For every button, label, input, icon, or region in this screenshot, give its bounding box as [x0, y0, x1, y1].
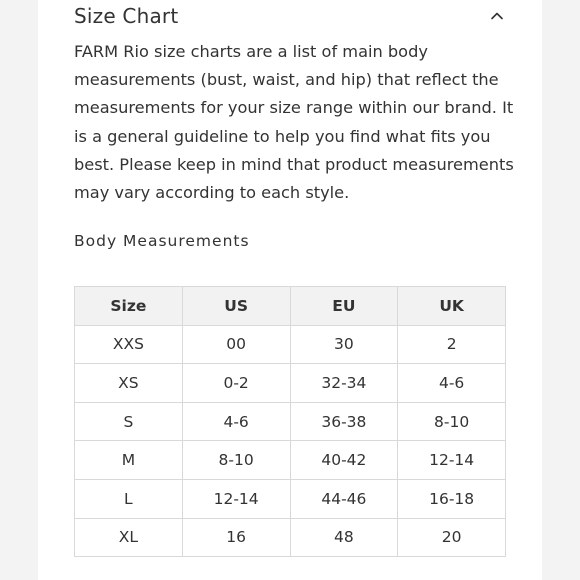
table-cell-us: 00: [182, 325, 290, 364]
table-cell-eu: 48: [290, 518, 398, 557]
column-header-us: US: [182, 287, 290, 326]
table-cell-us: 0-2: [182, 364, 290, 403]
table-row: [75, 402, 506, 441]
table-row: [75, 325, 506, 364]
table-cell-us: 16: [182, 518, 290, 557]
table-cell-eu: 36-38: [290, 402, 398, 441]
table-cell-us: 8-10: [182, 441, 290, 480]
size-chart-description: FARM Rio size charts are a list of main body measurements (bust, waist, and hip) that reflect the measurements for your size range within our brand. It is a general guideline to help you find what fits you best. Please keep in mind that product measurements may vary according to each style.: [74, 42, 514, 203]
table-cell-size: XL: [75, 518, 183, 557]
table-header-row: [75, 287, 506, 326]
size-chart-panel: [38, 0, 542, 580]
table-cell-uk: 20: [398, 518, 506, 557]
table-cell-eu: 40-42: [290, 441, 398, 480]
table-cell-uk: 2: [398, 325, 506, 364]
table-cell-eu: 44-46: [290, 479, 398, 518]
column-header-uk: UK: [398, 287, 506, 326]
table-cell-us: 12-14: [182, 479, 290, 518]
table-cell-size: XXS: [75, 325, 183, 364]
size-table: [74, 286, 506, 557]
table-cell-size: XS: [75, 364, 183, 403]
table-cell-uk: 16-18: [398, 479, 506, 518]
chevron-up-icon[interactable]: [486, 5, 508, 27]
section-heading: Body Measurements: [74, 232, 250, 250]
table-cell-uk: 8-10: [398, 402, 506, 441]
table-cell-uk: 4-6: [398, 364, 506, 403]
column-header-eu: EU: [290, 287, 398, 326]
table-row: [75, 518, 506, 557]
table-cell-eu: 30: [290, 325, 398, 364]
table-cell-size: M: [75, 441, 183, 480]
accordion-title: Size Chart: [74, 4, 179, 28]
table-row: [75, 364, 506, 403]
table-cell-eu: 32-34: [290, 364, 398, 403]
size-chart-accordion-toggle[interactable]: [74, 2, 506, 30]
table-row: [75, 441, 506, 480]
table-cell-uk: 12-14: [398, 441, 506, 480]
table-row: [75, 479, 506, 518]
table-cell-size: S: [75, 402, 183, 441]
column-header-size: Size: [75, 287, 183, 326]
table-cell-us: 4-6: [182, 402, 290, 441]
table-cell-size: L: [75, 479, 183, 518]
